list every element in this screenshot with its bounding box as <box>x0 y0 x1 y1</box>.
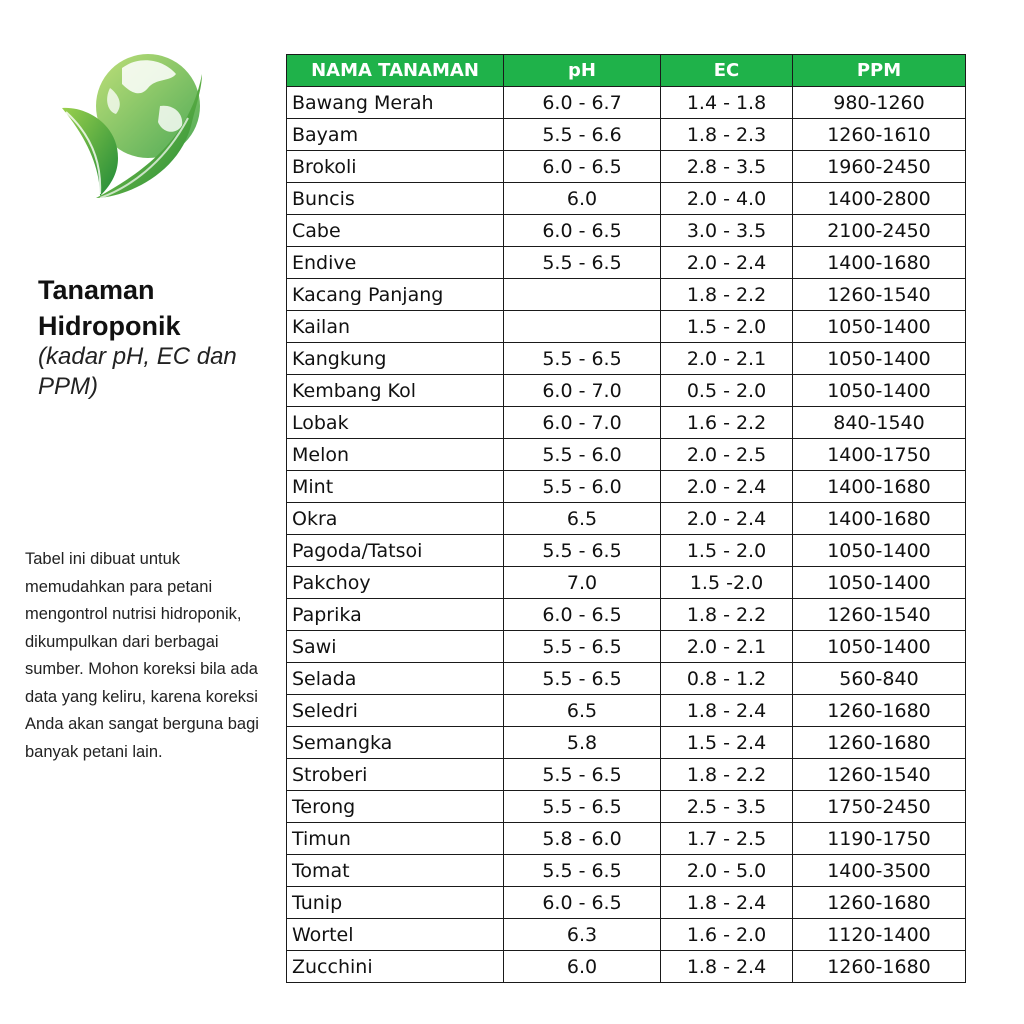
ppm-cell: 2100-2450 <box>793 215 966 247</box>
plant-name-cell: Lobak <box>287 407 504 439</box>
ppm-cell: 1400-1680 <box>793 247 966 279</box>
ppm-cell: 1260-1680 <box>793 951 966 983</box>
ph-cell: 6.0 - 6.5 <box>504 887 661 919</box>
ph-cell: 6.3 <box>504 919 661 951</box>
ppm-cell: 1190-1750 <box>793 823 966 855</box>
plant-name-cell: Zucchini <box>287 951 504 983</box>
ppm-cell: 1260-1540 <box>793 759 966 791</box>
ec-cell: 1.8 - 2.2 <box>661 279 793 311</box>
ppm-cell: 1260-1680 <box>793 695 966 727</box>
ec-cell: 2.0 - 4.0 <box>661 183 793 215</box>
table-row <box>287 951 966 983</box>
table-row <box>287 727 966 759</box>
ph-cell: 6.5 <box>504 695 661 727</box>
table-row <box>287 87 966 119</box>
ppm-cell: 1050-1400 <box>793 567 966 599</box>
page-subtitle: (kadar pH, EC dan PPM) <box>38 343 237 400</box>
ph-cell: 7.0 <box>504 567 661 599</box>
plant-name-cell: Paprika <box>287 599 504 631</box>
ppm-cell: 1960-2450 <box>793 151 966 183</box>
ph-cell: 6.5 <box>504 503 661 535</box>
ph-cell: 6.0 - 7.0 <box>504 407 661 439</box>
plant-name-cell: Selada <box>287 663 504 695</box>
ppm-cell: 1260-1680 <box>793 887 966 919</box>
ppm-cell: 1260-1540 <box>793 279 966 311</box>
title-text: Tanaman Hidroponik <box>38 275 181 341</box>
plant-name-cell: Kangkung <box>287 343 504 375</box>
ppm-cell: 1400-1680 <box>793 471 966 503</box>
plant-name-cell: Okra <box>287 503 504 535</box>
table-row <box>287 759 966 791</box>
table-row <box>287 247 966 279</box>
ppm-cell: 1260-1680 <box>793 727 966 759</box>
ec-cell: 1.4 - 1.8 <box>661 87 793 119</box>
ppm-cell: 1120-1400 <box>793 919 966 951</box>
ec-cell: 2.0 - 2.4 <box>661 503 793 535</box>
table-row <box>287 599 966 631</box>
table-row <box>287 439 966 471</box>
ppm-cell: 1260-1610 <box>793 119 966 151</box>
ppm-cell: 1750-2450 <box>793 791 966 823</box>
ph-cell: 5.5 - 6.5 <box>504 759 661 791</box>
plant-name-cell: Bawang Merah <box>287 87 504 119</box>
ec-cell: 1.8 - 2.3 <box>661 119 793 151</box>
table-row <box>287 887 966 919</box>
ppm-cell: 840-1540 <box>793 407 966 439</box>
plant-name-cell: Seledri <box>287 695 504 727</box>
column-header-ph: pH <box>504 55 661 87</box>
table-row <box>287 631 966 663</box>
ec-cell: 1.8 - 2.2 <box>661 759 793 791</box>
ec-cell: 1.6 - 2.0 <box>661 919 793 951</box>
ph-cell <box>504 279 661 311</box>
table-row <box>287 343 966 375</box>
table-row <box>287 919 966 951</box>
page-title <box>38 272 228 344</box>
plant-name-cell: Melon <box>287 439 504 471</box>
plant-name-cell: Brokoli <box>287 151 504 183</box>
table-row <box>287 311 966 343</box>
plant-name-cell: Semangka <box>287 727 504 759</box>
ppm-cell: 1400-1750 <box>793 439 966 471</box>
table-row <box>287 855 966 887</box>
logo <box>52 48 208 210</box>
table-row <box>287 279 966 311</box>
ph-cell: 5.5 - 6.6 <box>504 119 661 151</box>
table-row <box>287 215 966 247</box>
ppm-cell: 980-1260 <box>793 87 966 119</box>
ph-cell: 5.5 - 6.5 <box>504 663 661 695</box>
ec-cell: 1.5 - 2.0 <box>661 535 793 567</box>
plant-name-cell: Terong <box>287 791 504 823</box>
plant-name-cell: Kembang Kol <box>287 375 504 407</box>
table-row <box>287 375 966 407</box>
ph-cell: 6.0 - 6.5 <box>504 151 661 183</box>
ec-cell: 1.8 - 2.4 <box>661 695 793 727</box>
ec-cell: 1.8 - 2.2 <box>661 599 793 631</box>
ec-cell: 3.0 - 3.5 <box>661 215 793 247</box>
ppm-cell: 1400-3500 <box>793 855 966 887</box>
ppm-cell: 1050-1400 <box>793 535 966 567</box>
plant-name-cell: Tunip <box>287 887 504 919</box>
plant-name-cell: Kacang Panjang <box>287 279 504 311</box>
ec-cell: 0.8 - 1.2 <box>661 663 793 695</box>
plant-name-cell: Wortel <box>287 919 504 951</box>
ec-cell: 0.5 - 2.0 <box>661 375 793 407</box>
ph-cell: 5.5 - 6.5 <box>504 791 661 823</box>
plant-name-cell: Tomat <box>287 855 504 887</box>
ph-cell: 6.0 - 7.0 <box>504 375 661 407</box>
ec-cell: 1.8 - 2.4 <box>661 951 793 983</box>
ec-cell: 2.0 - 5.0 <box>661 855 793 887</box>
globe-leaf-icon <box>52 48 208 210</box>
ec-cell: 2.0 - 2.4 <box>661 247 793 279</box>
table-row <box>287 823 966 855</box>
ec-cell: 1.5 - 2.0 <box>661 311 793 343</box>
ec-cell: 1.5 - 2.4 <box>661 727 793 759</box>
ppm-cell: 1050-1400 <box>793 375 966 407</box>
ec-cell: 1.6 - 2.2 <box>661 407 793 439</box>
ppm-cell: 1260-1540 <box>793 599 966 631</box>
table-row <box>287 183 966 215</box>
ppm-cell: 1400-1680 <box>793 503 966 535</box>
table-header-row <box>287 55 966 87</box>
ph-cell: 6.0 <box>504 951 661 983</box>
table-row <box>287 407 966 439</box>
plant-name-cell: Endive <box>287 247 504 279</box>
plant-name-cell: Bayam <box>287 119 504 151</box>
column-header-ppm: PPM <box>793 55 966 87</box>
ec-cell: 2.0 - 2.4 <box>661 471 793 503</box>
ph-cell: 5.5 - 6.0 <box>504 439 661 471</box>
column-header-ec: EC <box>661 55 793 87</box>
plant-name-cell: Buncis <box>287 183 504 215</box>
ph-cell: 5.8 <box>504 727 661 759</box>
ppm-cell: 1050-1400 <box>793 343 966 375</box>
plant-name-cell: Sawi <box>287 631 504 663</box>
ph-cell: 5.5 - 6.5 <box>504 631 661 663</box>
table-row <box>287 535 966 567</box>
nutrient-table <box>286 54 966 983</box>
plant-name-cell: Kailan <box>287 311 504 343</box>
ph-cell: 6.0 - 6.7 <box>504 87 661 119</box>
ec-cell: 2.0 - 2.1 <box>661 631 793 663</box>
ec-cell: 1.7 - 2.5 <box>661 823 793 855</box>
ppm-cell: 560-840 <box>793 663 966 695</box>
table-row <box>287 119 966 151</box>
ppm-cell: 1050-1400 <box>793 631 966 663</box>
ph-cell: 6.0 - 6.5 <box>504 215 661 247</box>
ph-cell: 5.5 - 6.0 <box>504 471 661 503</box>
plant-name-cell: Pakchoy <box>287 567 504 599</box>
plant-name-cell: Cabe <box>287 215 504 247</box>
ec-cell: 2.0 - 2.1 <box>661 343 793 375</box>
table-row <box>287 791 966 823</box>
ph-cell: 5.5 - 6.5 <box>504 855 661 887</box>
ph-cell: 5.8 - 6.0 <box>504 823 661 855</box>
plant-name-cell: Mint <box>287 471 504 503</box>
ec-cell: 2.5 - 3.5 <box>661 791 793 823</box>
ppm-cell: 1050-1400 <box>793 311 966 343</box>
description-text: Tabel ini dibuat untuk memudahkan para petani mengontrol nutrisi hidroponik, dikumpulkan dari berbagai sumber. Mohon koreksi bila ada data yang keliru, karena koreksi Anda akan sangat berguna bagi banyak petani lain. <box>25 550 259 761</box>
plant-name-cell: Timun <box>287 823 504 855</box>
table-row <box>287 695 966 727</box>
ph-cell: 5.5 - 6.5 <box>504 247 661 279</box>
ppm-cell: 1400-2800 <box>793 183 966 215</box>
table-row <box>287 471 966 503</box>
plant-name-cell: Pagoda/Tatsoi <box>287 535 504 567</box>
ec-cell: 2.0 - 2.5 <box>661 439 793 471</box>
ph-cell: 5.5 - 6.5 <box>504 343 661 375</box>
ec-cell: 1.8 - 2.4 <box>661 887 793 919</box>
ec-cell: 2.8 - 3.5 <box>661 151 793 183</box>
table-row <box>287 151 966 183</box>
ph-cell: 6.0 <box>504 183 661 215</box>
ph-cell: 5.5 - 6.5 <box>504 535 661 567</box>
ph-cell <box>504 311 661 343</box>
plant-name-cell: Stroberi <box>287 759 504 791</box>
table-row <box>287 567 966 599</box>
ph-cell: 6.0 - 6.5 <box>504 599 661 631</box>
table-row <box>287 503 966 535</box>
table-row <box>287 663 966 695</box>
column-header-name: NAMA TANAMAN <box>287 55 504 87</box>
ec-cell: 1.5 -2.0 <box>661 567 793 599</box>
